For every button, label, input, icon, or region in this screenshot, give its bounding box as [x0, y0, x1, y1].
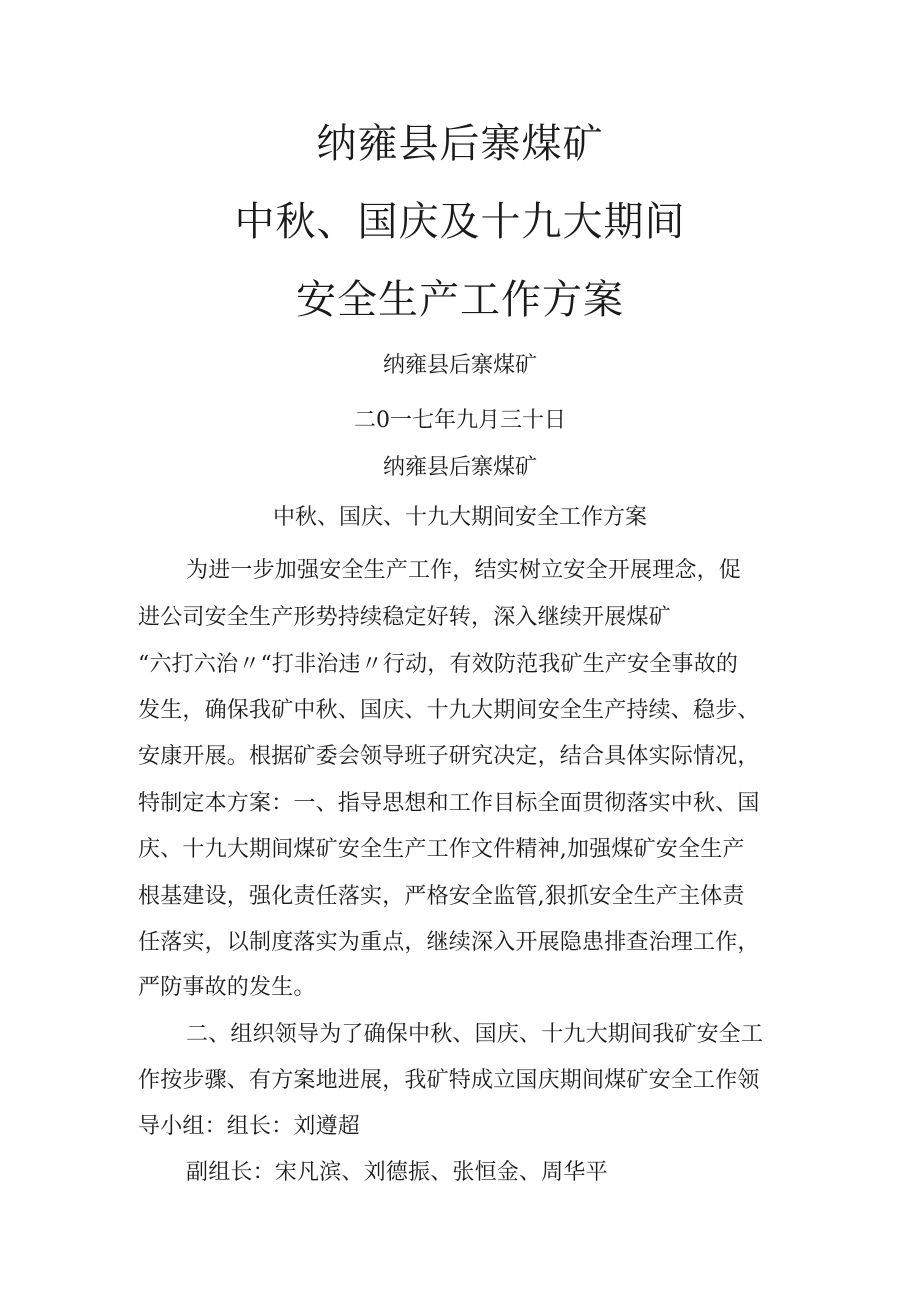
body-line-8: 根基建设，强化责任落实，严格安全监管,狠抓安全生产主体责	[138, 884, 745, 909]
body-line-3: “六打六治〃“打非治违〃行动，有效防范我矿生产安全事故的	[138, 652, 739, 677]
body-line-6: 特制定本方案：一、指导思想和工作目标全面贯彻落实中秋、国	[138, 791, 760, 816]
issuer-name: 纳雍县后寨煤矿	[382, 353, 537, 378]
issue-date: 二0一七年九月三十日	[354, 408, 566, 433]
body-line-1: 为进一步加强安全生产工作，结实树立安全开展理念，促	[186, 558, 742, 583]
body-line-11: 二、组织领导为了确保中秋、国庆、十九大期间我矿安全工	[186, 1022, 764, 1047]
body-line-12: 作按步骤、有方案地进展，我矿特成立国庆期间煤矿安全工作领	[138, 1068, 760, 1093]
body-line-10: 严防事故的发生。	[138, 975, 316, 1000]
body-line-9: 任落实，以制度落实为重点，继续深入开展隐患排查治理工作，	[138, 930, 760, 955]
body-line-7: 庆、十九大期间煤矿安全生产工作文件精神,加强煤矿安全生产	[138, 837, 745, 862]
document-title-line-1: 纳雍县后寨煤矿	[316, 121, 604, 167]
body-line-5: 安康开展。根据矿委会领导班子研究决定，结合具体实际情况，	[138, 744, 760, 769]
body-line-14: 副组长：宋凡滨、刘德振、张恒金、周华平	[186, 1160, 608, 1185]
body-line-2: 进公司安全生产形势持续稳定好转，深入继续开展煤矿	[138, 605, 671, 630]
document-title-line-2: 中秋、国庆及十九大期间	[234, 199, 686, 245]
document-title-line-3: 安全生产工作方案	[296, 277, 624, 323]
subtitle: 中秋、国庆、十九大期间安全工作方案	[272, 505, 647, 530]
body-line-4: 发生，确保我矿中秋、国庆、十九大期间安全生产持续、稳步、	[138, 698, 760, 723]
subtitle-org: 纳雍县后寨煤矿	[382, 455, 537, 480]
body-line-13: 导小组：组长：刘遵超	[138, 1114, 361, 1139]
